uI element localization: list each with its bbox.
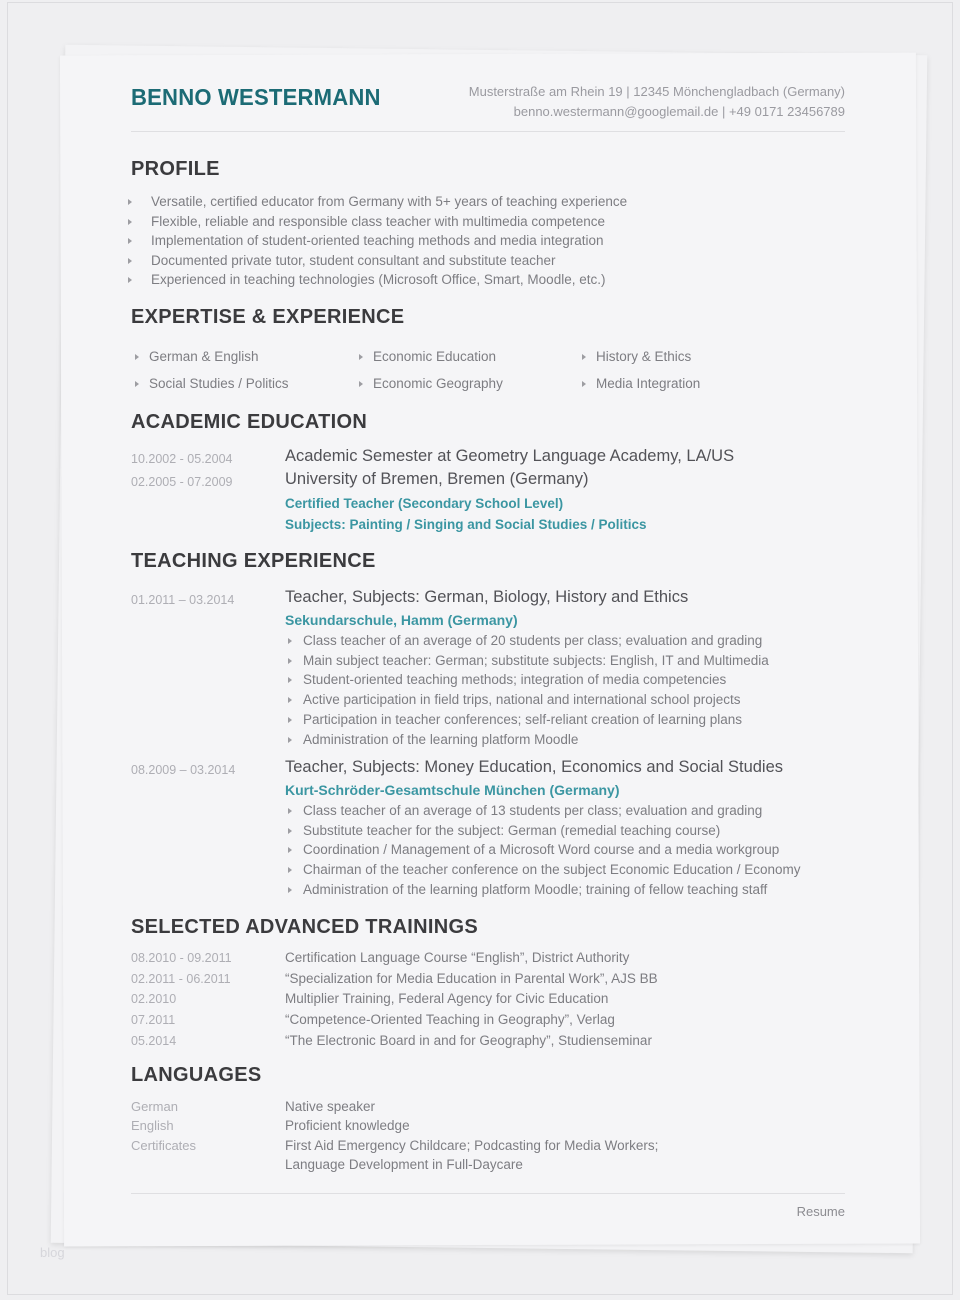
header-divider bbox=[131, 131, 845, 132]
expertise-item-text: Media Integration bbox=[596, 375, 701, 391]
education-details bbox=[285, 445, 845, 536]
date-range: 05.2014 bbox=[131, 1033, 177, 1048]
education-accent-line: Certified Teacher (Secondary School Level) bbox=[285, 496, 564, 511]
training-text: Multiplier Training, Federal Agency for Civic Education bbox=[285, 991, 609, 1007]
job-bullet bbox=[285, 651, 845, 671]
teaching-entry-details bbox=[285, 586, 845, 749]
job-title: Teacher, Subjects: Money Education, Economics and Social Studies bbox=[285, 758, 784, 776]
bullet-triangle-icon bbox=[128, 258, 132, 264]
language-label: Certificates bbox=[131, 1137, 197, 1153]
bullet-triangle-icon bbox=[288, 808, 292, 814]
employer-name: Sekundarschule, Hamm (Germany) bbox=[285, 612, 518, 628]
job-bullet-text: Participation in teacher conferences; self-reliant creation of learning plans bbox=[303, 711, 742, 727]
job-bullet bbox=[285, 801, 845, 821]
bullet-triangle-icon bbox=[128, 199, 132, 205]
language-row bbox=[131, 1136, 845, 1175]
training-row bbox=[131, 948, 845, 969]
expertise-item-text: Social Studies / Politics bbox=[149, 375, 289, 391]
profile-list bbox=[131, 192, 845, 290]
education-title-line: University of Bremen, Bremen (Germany) bbox=[285, 469, 589, 488]
job-bullet-text: Chairman of the teacher conference on the subject Economic Education / Economy bbox=[303, 862, 801, 878]
job-bullet-text: Student-oriented teaching methods; integration of media competencies bbox=[303, 672, 727, 688]
job-bullet bbox=[285, 631, 845, 651]
language-value: First Aid Emergency Childcare; Podcasting for Media Workers; Language Development in Full-Daycare bbox=[285, 1137, 659, 1173]
date-range: 08.2010 - 09.2011 bbox=[131, 951, 232, 965]
job-bullet-text: Class teacher of an average of 13 students per class; evaluation and grading bbox=[303, 803, 763, 818]
profile-item bbox=[131, 231, 845, 251]
footer-label: Resume bbox=[796, 1204, 845, 1219]
bullet-triangle-icon bbox=[288, 828, 292, 834]
bullet-triangle-icon bbox=[288, 697, 292, 703]
bullet-triangle-icon bbox=[135, 354, 139, 360]
job-bullet bbox=[285, 840, 845, 860]
training-row bbox=[131, 969, 845, 990]
training-row bbox=[131, 1010, 845, 1031]
section-title-teaching: TEACHING EXPERIENCE bbox=[131, 550, 376, 572]
profile-item bbox=[131, 192, 845, 212]
education-accent-lines bbox=[285, 494, 845, 536]
bullet-triangle-icon bbox=[128, 277, 132, 283]
profile-item-text: Experienced in teaching technologies (Microsoft Office, Smart, Moodle, etc.) bbox=[151, 272, 606, 288]
profile-item-text: Flexible, reliable and responsible class teacher with multimedia competence bbox=[151, 213, 605, 229]
education-entry bbox=[131, 445, 845, 536]
profile-item-text: Documented private tutor, student consultant and substitute teacher bbox=[151, 252, 556, 268]
profile-item bbox=[131, 270, 845, 290]
person-name: BENNO WESTERMANN bbox=[131, 84, 381, 110]
job-bullet-text: Administration of the learning platform Moodle; training of fellow teaching staff bbox=[303, 881, 768, 897]
bullet-triangle-icon bbox=[359, 381, 363, 387]
training-text: “Competence-Oriented Teaching in Geography”, Verlag bbox=[285, 1012, 615, 1028]
bullet-triangle-icon bbox=[128, 219, 132, 225]
expertise-item bbox=[359, 344, 503, 371]
section-title-languages: LANGUAGES bbox=[131, 1064, 262, 1086]
language-label: German bbox=[131, 1099, 178, 1114]
section-title-expertise: EXPERTISE & EXPERIENCE bbox=[131, 306, 405, 328]
languages-list bbox=[131, 1097, 845, 1175]
language-row bbox=[131, 1097, 845, 1116]
teaching-entry-details bbox=[285, 756, 845, 900]
watermark-text: blog bbox=[40, 1245, 65, 1260]
expertise-grid bbox=[131, 344, 845, 404]
job-bullet-text: Administration of the learning platform Moodle bbox=[303, 731, 579, 747]
training-text: “The Electronic Board in and for Geography”, Studienseminar bbox=[285, 1032, 652, 1048]
resume-content bbox=[131, 0, 845, 1300]
expertise-item bbox=[135, 371, 289, 398]
bullet-triangle-icon bbox=[288, 717, 292, 723]
teaching-entry-dates bbox=[131, 586, 285, 749]
language-value: Native speaker bbox=[285, 1099, 376, 1114]
education-dates bbox=[131, 445, 285, 536]
employer-name: Kurt-Schröder-Gesamtschule München (Germany) bbox=[285, 782, 620, 798]
job-bullet-text: Active participation in field trips, national and international school projects bbox=[303, 692, 741, 708]
expertise-item bbox=[582, 344, 700, 371]
contact-address: Musterstraße am Rhein 19 | 12345 Mönchengladbach (Germany) bbox=[468, 84, 845, 99]
training-row bbox=[131, 1031, 845, 1052]
bullet-triangle-icon bbox=[582, 354, 586, 360]
job-bullet-list bbox=[285, 801, 845, 900]
job-bullet bbox=[285, 860, 845, 880]
job-bullet-text: Main subject teacher: German; substitute subjects: English, IT and Multimedia bbox=[303, 652, 769, 668]
date-range: 02.2011 - 06.2011 bbox=[131, 971, 231, 986]
expertise-column bbox=[135, 344, 289, 397]
job-bullet-list bbox=[285, 631, 845, 749]
training-text: “Specialization for Media Education in Parental Work”, AJS BB bbox=[285, 970, 658, 986]
bullet-triangle-icon bbox=[288, 737, 292, 743]
footer-divider bbox=[131, 1193, 845, 1194]
contact-email-phone: benno.westermann@googlemail.de | +49 0171 23456789 bbox=[513, 104, 845, 119]
expertise-item-text: Economic Education bbox=[373, 349, 497, 364]
section-title-profile: PROFILE bbox=[131, 158, 220, 180]
contact-info bbox=[469, 82, 845, 122]
bullet-triangle-icon bbox=[288, 677, 292, 683]
section-title-trainings: SELECTED ADVANCED TRAININGS bbox=[131, 916, 479, 938]
job-bullet-text: Substitute teacher for the subject: German (remedial teaching course) bbox=[303, 822, 721, 838]
bullet-triangle-icon bbox=[135, 381, 139, 387]
profile-item bbox=[131, 251, 845, 271]
job-bullet bbox=[285, 880, 845, 900]
job-bullet-text: Class teacher of an average of 20 students per class; evaluation and grading bbox=[303, 633, 763, 648]
profile-item-text: Implementation of student-oriented teaching methods and media integration bbox=[151, 233, 604, 249]
education-accent-line: Subjects: Painting / Singing and Social Studies / Politics bbox=[285, 516, 647, 532]
bullet-triangle-icon bbox=[359, 354, 363, 360]
job-title: Teacher, Subjects: German, Biology, History and Ethics bbox=[285, 588, 689, 606]
bullet-triangle-icon bbox=[288, 658, 292, 664]
training-row bbox=[131, 989, 845, 1010]
expertise-column bbox=[359, 344, 503, 397]
education-title-line: Academic Semester at Geometry Language Academy, LA/US bbox=[285, 447, 735, 465]
section-title-education: ACADEMIC EDUCATION bbox=[131, 411, 368, 433]
expertise-column bbox=[582, 344, 700, 397]
job-bullet bbox=[285, 730, 845, 750]
expertise-item-text: Economic Geography bbox=[373, 375, 503, 391]
expertise-item-text: German & English bbox=[149, 349, 259, 364]
bullet-triangle-icon bbox=[288, 638, 292, 644]
job-bullet bbox=[285, 690, 845, 710]
teaching-entry-dates bbox=[131, 756, 285, 900]
profile-item-text: Versatile, certified educator from Germany with 5+ years of teaching experience bbox=[151, 194, 628, 209]
expertise-item bbox=[359, 371, 503, 398]
bullet-triangle-icon bbox=[288, 847, 292, 853]
training-text: Certification Language Course “English”, District Authority bbox=[285, 950, 630, 965]
date-range: 02.2005 - 07.2009 bbox=[131, 474, 233, 489]
job-bullet bbox=[285, 821, 845, 841]
date-range: 02.2010 bbox=[131, 992, 177, 1007]
date-range: 07.2011 bbox=[131, 1013, 176, 1028]
language-row bbox=[131, 1116, 845, 1135]
profile-item bbox=[131, 212, 845, 232]
teaching-entry bbox=[131, 756, 845, 900]
job-bullet-text: Coordination / Management of a Microsoft Word course and a media workgroup bbox=[303, 842, 780, 858]
bullet-triangle-icon bbox=[288, 887, 292, 893]
trainings-list bbox=[131, 948, 845, 1052]
date-range: 08.2009 – 03.2014 bbox=[131, 763, 236, 777]
date-range: 10.2002 - 05.2004 bbox=[131, 452, 233, 466]
bullet-triangle-icon bbox=[288, 867, 292, 873]
expertise-item bbox=[582, 371, 700, 398]
expertise-item-text: History & Ethics bbox=[596, 349, 692, 364]
teaching-entry bbox=[131, 586, 845, 749]
job-bullet bbox=[285, 710, 845, 730]
date-range: 01.2011 – 03.2014 bbox=[131, 593, 235, 607]
job-bullet bbox=[285, 670, 845, 690]
expertise-item bbox=[135, 344, 289, 371]
language-value: Proficient knowledge bbox=[285, 1118, 410, 1134]
bullet-triangle-icon bbox=[582, 381, 586, 387]
language-label: English bbox=[131, 1118, 174, 1134]
bullet-triangle-icon bbox=[128, 238, 132, 244]
